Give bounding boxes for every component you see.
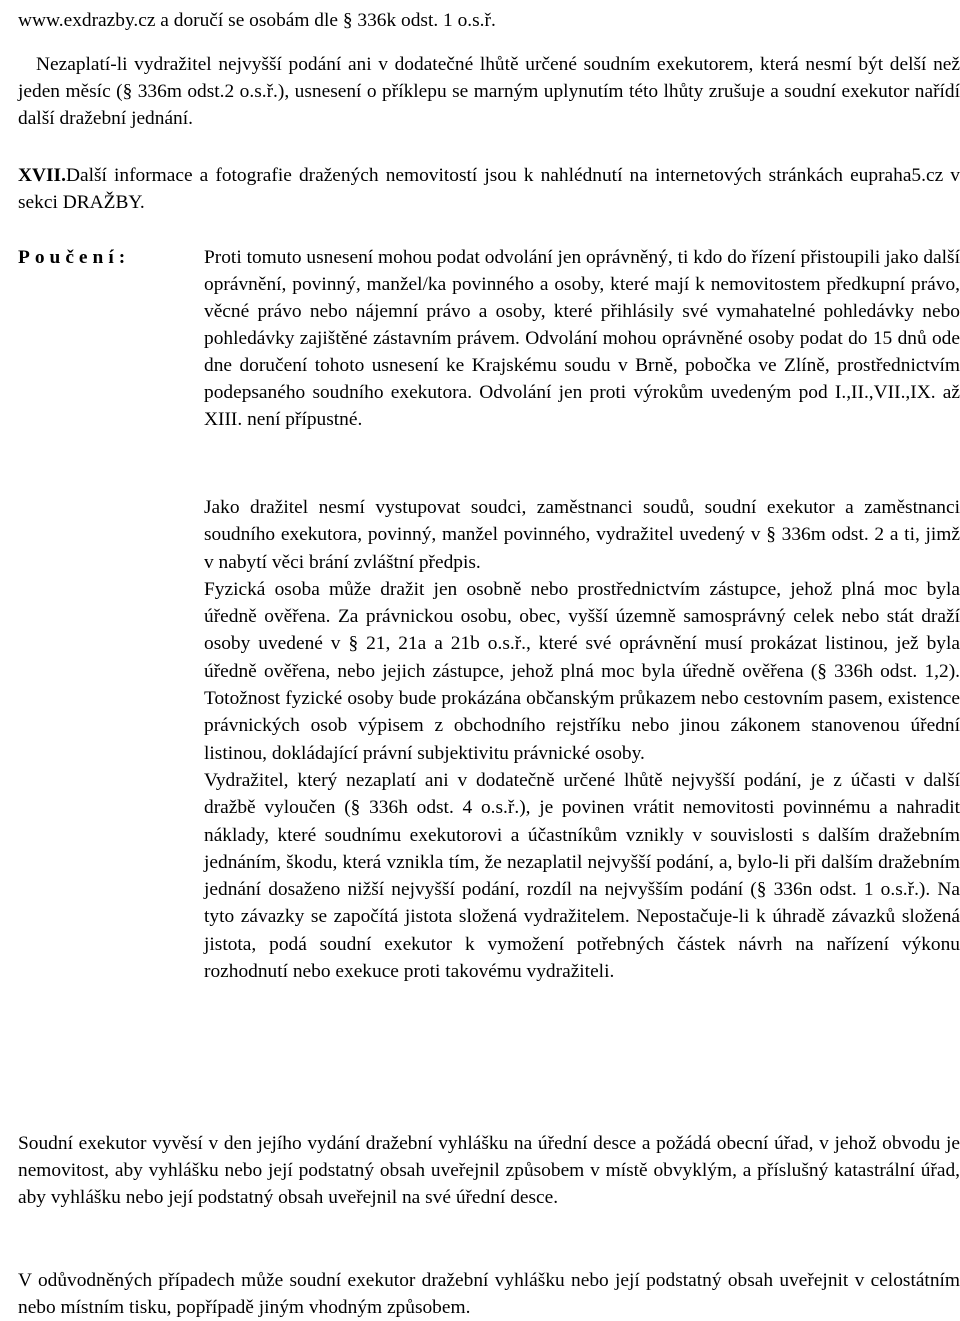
paragraph-vyveseni: Soudní exekutor vyvěsí v den jejího vydání dražební vyhlášku na úřední desce a požádá obecní úřad, v jehož obvodu je nemovitost, aby vyhlášku nebo její podstatný obsah uveřejnil způsobem v místě obvyklým, a příslušný katastrální úřad, aby vyhlášku nebo její podstatný obsah uveřejnil na své úřední desce.	[18, 1133, 960, 1208]
section-xvii-number: XVII.	[18, 165, 66, 186]
pouceni-block-2	[204, 494, 960, 985]
paragraph-uverejneni: V odůvodněných případech může soudní exekutor dražební vyhlášku nebo její podstatný obsah uveřejnit v celostátním nebo místním tisku, popřípadě jiným vhodným způsobem.	[18, 1270, 960, 1318]
paragraph-nezaplati: Nezaplatí-li vydražitel nejvyšší podání ani v dodatečné lhůtě určené soudním exekutorem, která nesmí být delší než jeden měsíc (§ 336m odst.2 o.s.ř.), usnesení o příklepu se marným uplynutím této lhůty zrušuje a soudní exekutor nařídí další dražební jednání.	[18, 54, 960, 129]
pouceni-block-1	[204, 244, 960, 433]
section-xvii	[18, 162, 960, 216]
continuation-line: www.exdrazby.cz a doručí se osobám dle § 336k odst. 1 o.s.ř.	[18, 10, 496, 31]
pouceni-paragraph-odvolani: Proti tomuto usnesení mohou podat odvolání jen oprávněný, ti kdo do řízení přistoupili jako další oprávnění, povinný, manžel/ka povinného a osoby, které mají k nemovitostem předkupní právo, věcné právo nebo nájemní právo a osoby, které přihlásily své vymahatelné pohledávky nebo pohledávky zajištěné zástavním právem. Odvolání mohou oprávněné osoby podat do 15 dnů ode dne doručení tohoto usnesení ke Krajskému soudu v Brně, pobočka ve Zlíně, prostřednictvím podepsaného soudního exekutora. Odvolání jen proti výrokům uvedeným pod I.,II.,VII.,IX. až XIII. není přípustné.	[204, 247, 960, 430]
pouceni-paragraph-vydrazitel: Vydražitel, který nezaplatí ani v dodatečně určené lhůtě nejvyšší podání, je z účasti v další dražbě vyloučen (§ 336h odst. 4 o.s.ř.), je povinen vrátit nemovitosti povinnému a nahradit náklady, které soudnímu exekutorovi a účastníkům vznikly v souvislosti s dalším dražebním jednáním, škodu, která vznikla tím, že nezaplatil nejvyšší podání, a, bylo-li při dalším dražebním jednání dosaženo nižší nejvyšší podání, rozdíl na nejvyšším podání (§ 336n odst. 1 o.s.ř.). Na tyto závazky se započítá jistota složená vydražitelem. Nepostačuje-li k úhradě závazků složená jistota, podá soudní exekutor k vymožení potřebných částek návrh na nařízení výkonu rozhodnutí nebo exekuce proti takovému vydražiteli.	[204, 769, 960, 983]
section-xvii-text: Další informace a fotografie dražených nemovitostí jsou k nahlédnutí na internetových stránkách eupraha5.cz v sekci DRAŽBY.	[18, 165, 960, 213]
pouceni-paragraph-drazitel: Jako dražitel nesmí vystupovat soudci, zaměstnanci soudů, soudní exekutor a zaměstnanci soudního exekutora, povinný, manžel povinného, vydražitel uvedený v § 336m odst. 2 a ti, jimž v nabytí věci brání zvláštní předpis.	[204, 497, 960, 573]
pouceni-paragraph-fyzicka-osoba: Fyzická osoba může dražit jen osobně nebo prostřednictvím zástupce, jehož plná moc byla úředně ověřena. Za právnickou osobu, obec, vyšší územně samosprávný celek nebo stát draží osoby uvedené v § 21, 21a a 21b o.s.ř., které své oprávnění musí prokázat listinou, jež byla úředně ověřena, nebo jejich zástupce, jehož plná moc byla úředně ověřena (§ 336h odst. 1,2). Totožnost fyzické osoby bude prokázána občanským průkazem nebo cestovním pasem, existence právnických osob výpisem z obchodního rejstříku nebo jinou zákonem stanovenou úřední listinou, dokládající právní subjektivitu právnické osoby.	[204, 578, 960, 764]
pouceni-heading: Poučení:	[18, 247, 131, 268]
